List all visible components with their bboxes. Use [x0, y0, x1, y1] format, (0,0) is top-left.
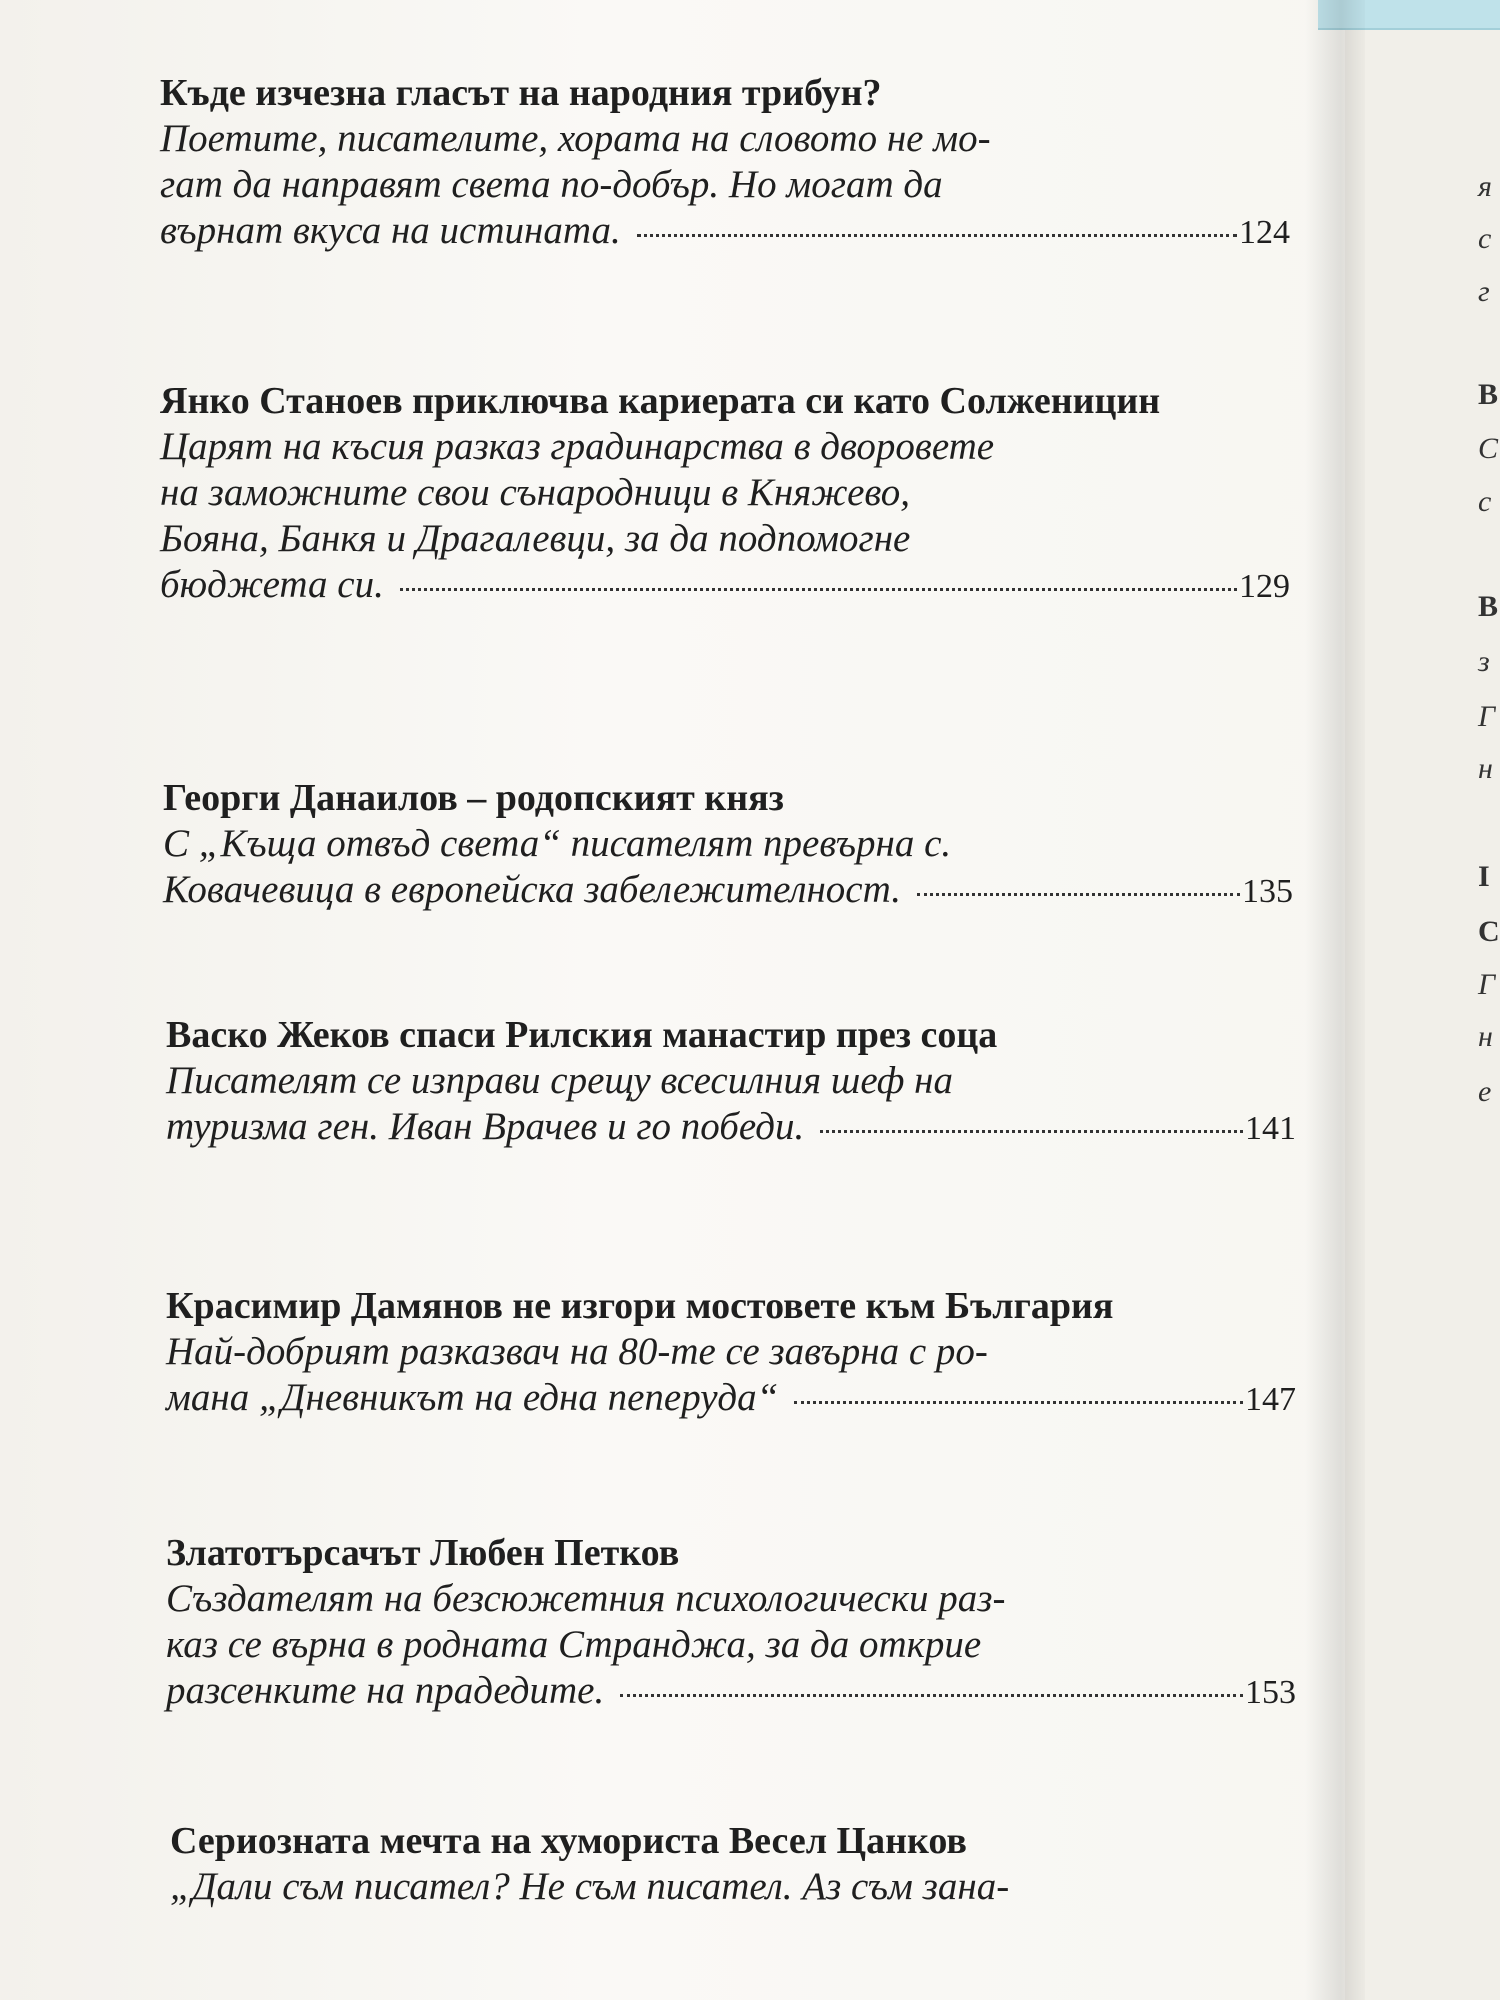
entry-last-line [160, 208, 1290, 256]
entry-title: Васко Жеков спаси Рилския манастир през соца [166, 1014, 998, 1056]
entry-title: Георги Данаилов – родопският княз [163, 777, 784, 819]
facing-page [1345, 0, 1500, 2000]
leader-dots [917, 893, 1240, 896]
toc-entry [170, 1818, 1300, 1910]
facing-page-fragment: С [1478, 432, 1499, 465]
facing-page-fragment: С [1478, 915, 1500, 948]
facing-page-fragment: я [1478, 170, 1492, 203]
leader-dots [620, 1694, 1243, 1697]
entry-description-line: Поетите, писателите, хората на словото не мо- [160, 117, 991, 160]
facing-page-fragment: В [1478, 590, 1499, 623]
entry-description-line: Бояна, Банкя и Драгалевци, за да подпомогне [160, 517, 911, 560]
entry-description-line: Създателят на безсюжетния психологически раз- [166, 1577, 1006, 1620]
leader-dots [820, 1130, 1243, 1133]
entry-page-number: 147 [1245, 1381, 1296, 1418]
entry-description-line: бюджета си. [160, 563, 384, 606]
facing-page-fragment: н [1478, 752, 1493, 785]
entry-description-line: върнат вкуса на истината. [160, 209, 621, 252]
leader-dots [400, 588, 1237, 591]
entry-page-number: 124 [1239, 214, 1290, 251]
entry-title: Златотърсачът Любен Петков [166, 1532, 680, 1574]
entry-page-number: 153 [1245, 1674, 1296, 1711]
entry-description-line: разсенките на прадедите. [166, 1669, 605, 1712]
entry-description-line: каз се върна в родната Странджа, за да открие [166, 1623, 982, 1666]
entry-page-number: 135 [1242, 873, 1293, 910]
facing-page-fragment: І [1478, 860, 1490, 893]
facing-page-fragment: с [1478, 485, 1492, 518]
entry-description-line: Ковачевица в европейска забележителност. [163, 868, 902, 911]
facing-page-fragment: н [1478, 1020, 1493, 1053]
entry-last-line [166, 1375, 1296, 1423]
entry-description-line: Писателят се изправи срещу всесилния шеф на [166, 1059, 953, 1102]
facing-page-fragment: з [1478, 645, 1490, 678]
toc-entry [163, 775, 1293, 915]
facing-page-fragment: В [1478, 378, 1499, 411]
toc-entry [166, 1012, 1296, 1152]
entry-description-line: Най-добрият разказвач на 80-те се завърна с ро- [166, 1330, 988, 1373]
entry-page-number: 141 [1245, 1110, 1296, 1147]
entry-description-line: „Дали съм писател? Не съм писател. Аз съм зана- [170, 1865, 1010, 1908]
toc-entry [160, 378, 1290, 610]
toc-entry [166, 1283, 1296, 1423]
book-gutter [1305, 0, 1365, 2000]
entry-description-line: на заможните свои сънародници в Княжево, [160, 471, 911, 514]
entry-description-line: С „Къща отвъд света“ писателят превърна с. [163, 822, 952, 865]
entry-title: Сериозната мечта на хумориста Весел Цанков [170, 1820, 967, 1862]
entry-last-line [163, 867, 1293, 915]
entry-description-line: мана „Дневникът на една пеперуда“ [166, 1376, 779, 1419]
entry-title: Къде изчезна гласът на народния трибун? [160, 72, 882, 114]
entry-title: Красимир Дамянов не изгори мостовете към България [166, 1285, 1114, 1327]
entry-title: Янко Станоев приключва кариерата си като Солженицин [160, 380, 1161, 422]
toc-entry [166, 1530, 1296, 1716]
entry-last-line [166, 1104, 1296, 1152]
facing-page-fragment: с [1478, 222, 1492, 255]
entry-description-line: туризма ген. Иван Врачев и го победи. [166, 1105, 805, 1148]
entry-description-line: гат да направят света по-добър. Но могат да [160, 163, 943, 206]
entry-last-line [160, 562, 1290, 610]
entry-last-line [166, 1668, 1296, 1716]
facing-page-fragment: е [1478, 1075, 1492, 1108]
facing-page-fragment: Г [1478, 968, 1496, 1001]
leader-dots [637, 234, 1237, 237]
leader-dots [794, 1401, 1243, 1404]
entry-page-number: 129 [1239, 568, 1290, 605]
facing-page-fragment: Г [1478, 700, 1496, 733]
facing-page-fragment: г [1478, 275, 1490, 308]
entry-description-line: Царят на късия разказ градинарства в дворовете [160, 425, 995, 468]
toc-entry [160, 70, 1290, 256]
